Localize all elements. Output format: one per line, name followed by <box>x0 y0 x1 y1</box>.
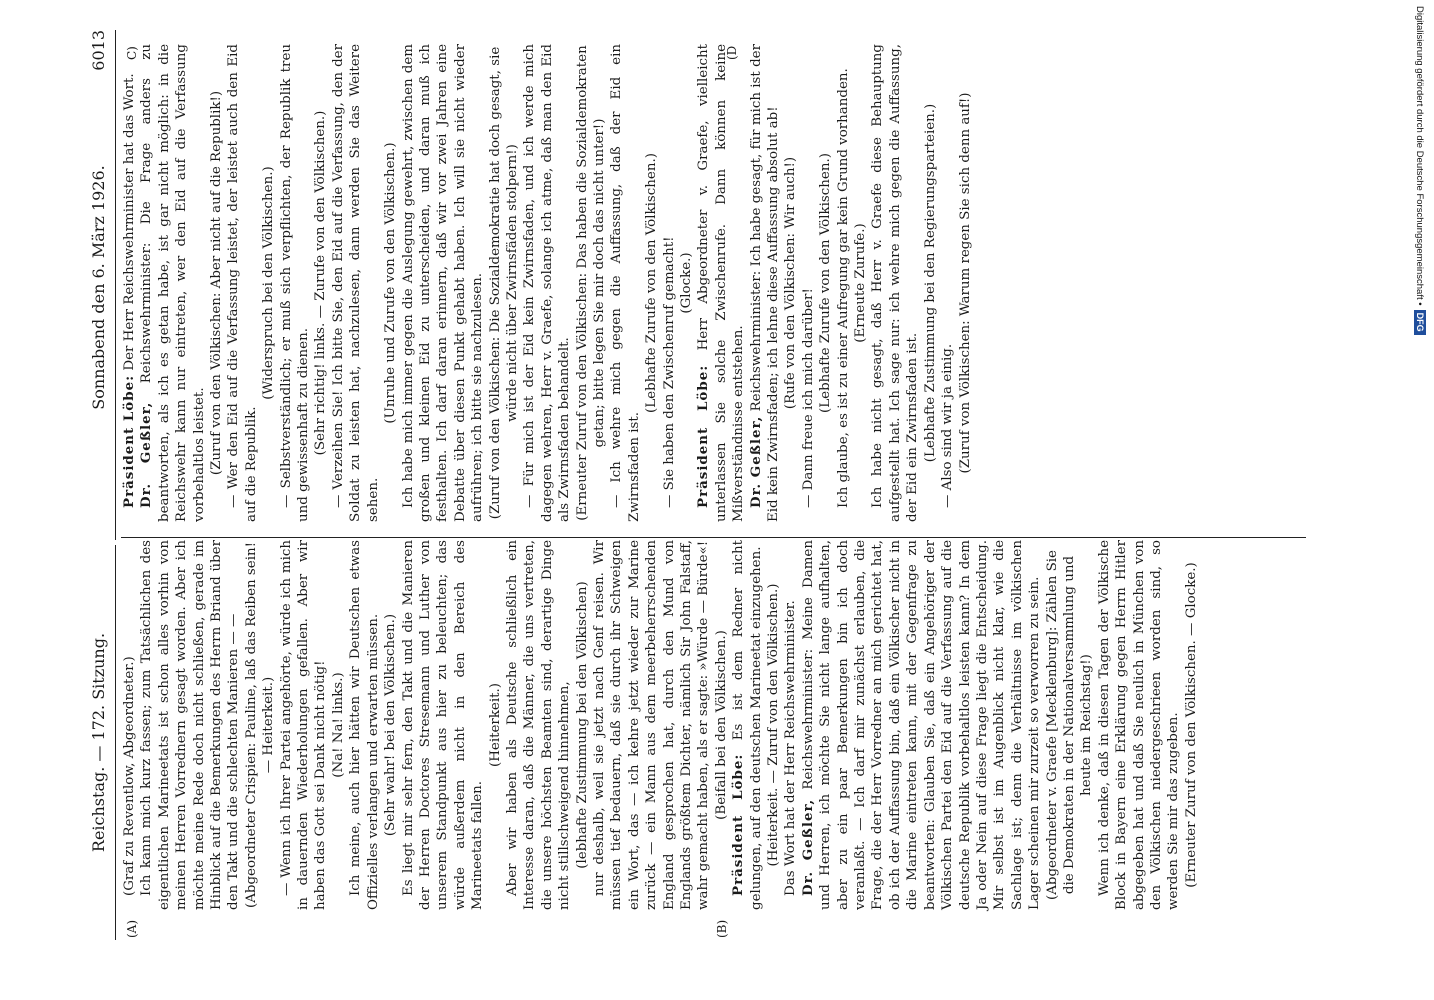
paragraph-text: (Heiterkeit. — Zuruf von den Völkischen.) <box>766 583 782 867</box>
paragraph-text: (Unruhe und Zurufe von den Völkischen.) <box>383 142 399 424</box>
speech-paragraph <box>278 44 313 522</box>
interjection-paragraph <box>382 540 399 910</box>
dfg-logo: DFG <box>1414 310 1426 335</box>
margin-mark-c: C) <box>125 46 139 60</box>
paragraph-text: — Wer den Eid auf die Verfassung leistet, der leistet auch den Eid auf die Republik. <box>226 44 259 522</box>
speech-paragraph <box>138 540 242 910</box>
paragraph-text: Reichswehrminister: Ich habe gesagt, für mich ist der Eid kein Zwirnsfaden; ich lehne diese Auffassung absolut ab! <box>748 44 782 522</box>
paragraph-text: Ich habe nicht gesagt, daß Herr v. Graefe diese Behauptung aufgestellt hat. Ich sage nur: ich wehre mich gegen die Auffassung, der Eid ein Zwirnsfaden ist. <box>870 44 921 522</box>
text-column-left <box>121 540 1200 910</box>
interjection-paragraph <box>643 44 660 522</box>
rotated-page-content <box>85 30 1315 940</box>
paragraph-text: Herr Abgeordneter v. Graefe, vielleicht unterlassen Sie solche Zwischenrufe. Dann können keine Mißverständnisse entstehen. <box>696 44 747 522</box>
speech-paragraph <box>800 44 817 522</box>
paragraph-text: (Sehr richtig! links. — Zurufe von den Völkischen.) <box>313 110 329 456</box>
speech-paragraph <box>1096 540 1183 910</box>
interjection-paragraph <box>574 540 591 910</box>
acknowledgement-strip <box>1412 6 1426 994</box>
header-rule-left <box>115 545 116 940</box>
speaker-name: Präsident Löbe: <box>695 364 712 508</box>
text-column-right <box>121 44 974 522</box>
interjection-paragraph <box>574 44 609 522</box>
paragraph-text: Ich kann mich kurz fassen; zum Tatsächlichen des eigentlichen Marineetats ist schon alles vorhin von meinen Herren Vorrednern gesagt worden. Aber ich möchte meine Rede doch nicht schließen, gerade im Hinblick auf die Bemerkungen des Herrn Briand über den Takt und die schlechten Manieren — — <box>139 540 242 910</box>
interjection-paragraph <box>782 44 799 522</box>
paragraph-text: — Dann freue ich mich darüber! <box>800 288 816 508</box>
speech-paragraph <box>939 44 956 522</box>
interjection-paragraph <box>713 540 730 910</box>
interjection-paragraph <box>765 540 782 910</box>
speech-paragraph <box>521 44 573 522</box>
paragraph-text: Ich meine, auch hier hätten wir Deutschen etwas Offizielles verlangen und erwarten müssen. <box>348 540 381 910</box>
running-header-right: Sonnabend den 6. März 1926. <box>89 165 108 410</box>
interjection-paragraph <box>382 44 399 522</box>
interjection-paragraph <box>208 44 225 522</box>
margin-mark-b: (B) <box>715 919 729 938</box>
paragraph-text: — Verzeihen Sie! Ich bitte Sie, den Eid auf die Verfassung, den der Soldat zu leisten hat, nachzulesen, dann werden Sie das Weitere sehen. <box>330 44 381 522</box>
speech-paragraph <box>400 540 487 910</box>
interjection-paragraph <box>243 540 278 910</box>
paragraph-text: (Na! Na! links.) <box>330 672 346 778</box>
interjection-paragraph <box>852 44 869 522</box>
paragraph-text: (Abgeordneter Crispien: Pauline, laß das Reiben sein! — Heiterkeit.) <box>243 541 277 909</box>
speech-paragraph <box>661 44 678 522</box>
paragraph-text: (Lebhafte Zustimmung bei den Regierungsparteien.) <box>922 103 938 463</box>
paragraph-text: (Glocke.) <box>679 252 694 314</box>
interjection-paragraph <box>487 44 522 522</box>
paragraph-text: (Erneuter Zuruf von den Völkischen. — Glocke.) <box>1183 562 1199 888</box>
paragraph-text: (Zuruf von Völkischen: Warum regen Sie sich denn auf!) <box>957 92 973 474</box>
speech-paragraph <box>400 44 487 522</box>
running-header-left: Reichstag. — 172. Sitzung. <box>89 632 108 853</box>
paragraph-text: nur deshalb, weil sie jetzt nach Genf reisen. Wir müssen tief bedauern, daß sie durch ihr Schweigen ein Wort, das — ich kehre jetzt wieder zur Marine zurück — ein Mann aus dem meerbeherrschenden England gesprochen hat, durch den Mund von Englands größtem Dichter, nämlich Sir John Falstaff, wahr gemacht haben, als er sagte: »Würde — Bürde«! <box>591 540 712 910</box>
header-rule-right <box>115 30 116 540</box>
paragraph-text: (Zuruf von den Völkischen: Aber nicht auf die Republik!) <box>209 90 225 476</box>
interjection-paragraph <box>817 44 834 522</box>
speech-paragraph <box>695 44 747 522</box>
speech-paragraph <box>504 540 574 910</box>
speech-paragraph <box>278 540 330 910</box>
page-number: 6013 <box>89 30 108 71</box>
speech-paragraph <box>330 44 382 522</box>
speech-paragraph <box>347 540 382 910</box>
paragraph-text: Reichswehrminister: Meine Damen und Herren, ich möchte Sie nicht lange aufhalten, aber zu ein paar Bemerkungen bin ich doch veranlaßt. — Ich darf mir zunächst erlauben, die Frage, die der Herr Vorredner an mich gerichtet hat, ob ich der Auffassung bin, daß ein Völkischer nicht in die Marine eintreten kann, mit der Gegenfrage zu beantworten: Glauben Sie, daß ein Angehöriger der Völkischen Partei den Eid auf die Verfassung auf die deutsche Republik vorbehaltlos leisten kann? In dem Ja oder Nein auf diese Frage liegt die Entscheidung. Mir selbst ist im Augenblick nicht klar, wie die Sachlage ist; denn die Verhältnisse im völkischen Lager scheinen mir zurzeit so verworren zu sein. <box>800 540 1043 910</box>
paragraph-text: — Ich wehre mich gegen die Auffassung, daß der Eid ein Zwirnsfaden ist. <box>609 44 642 522</box>
column-divider <box>121 537 1306 538</box>
interjection-paragraph <box>487 540 504 910</box>
paragraph-text: (Lebhafte Zurufe von den Völkischen.) <box>644 153 660 413</box>
paragraph-text: Reichswehrminister: Die Frage anders zu beantworten, als ich es getan habe, ist gar nicht möglich: in die Reichswehr kann nur eintreten, wer den Eid auf die Verfassung vorbehaltlos leistet. <box>139 44 207 522</box>
paragraph-text: Das Wort hat der Herr Reichswehrminister. <box>783 600 799 896</box>
paragraph-text: — Wenn ich Ihrer Partei angehörte, würde ich mich in dauernden Wiederholungen gefallen. Aber wir haben das Gott sei Dank nicht nötig! <box>278 540 329 910</box>
speech-paragraph <box>225 44 260 522</box>
interjection-paragraph <box>678 44 695 522</box>
paragraph-text: — Sie haben den Zwischenruf gemacht! <box>661 236 677 508</box>
paragraph-text: Aber wir haben als Deutsche schließlich ein Interesse daran, daß die Männer, die uns vertreten, die unsere höchsten Beamten sind, derartige Dinge nicht stillschweigend hinnehmen, <box>504 540 573 910</box>
speech-paragraph <box>121 540 138 910</box>
acknowledgement-text: Digitalisierung gefördert durch die Deutsche Forschungsgemeinschaft • <box>1414 6 1425 306</box>
paragraph-text: (lebhafte Zustimmung bei den Völkischen) <box>574 581 590 869</box>
speech-paragraph <box>608 44 643 522</box>
paragraph-text: Ich glaube, es ist zu einer Aufregung gar kein Grund vorhanden. <box>835 68 851 508</box>
speech-paragraph <box>748 44 783 522</box>
paragraph-text: Ich habe mich immer gegen die Auslegung gewehrt, zwischen dem großen und kleinen Eid zu unterscheiden, und daran muß ich festhalten. Ich darf daran erinnern, daß wir vor zwei Jahren eine Debatte über diesen Punkt gehabt haben. Ich will sie nicht wieder aufrühren; ich bitte sie nachzulesen. <box>400 44 486 522</box>
paragraph-text: (Heiterkeit.) <box>487 683 503 767</box>
speech-paragraph <box>835 44 852 522</box>
interjection-paragraph <box>312 44 329 522</box>
margin-mark-a: (A) <box>125 919 139 938</box>
paragraph-text: (Graf zu Reventlow, Abgeordneter.) <box>122 656 137 896</box>
margin-mark-d: (D <box>725 45 739 60</box>
speaker-name: Dr. Geßler, <box>799 798 816 896</box>
paragraph-text: Es liegt mir sehr fern, den Takt und die Manieren der Herren Doctores Stresemann und Luther von unserem Standpunkt aus hier zu beleuchten; das würde außerdem nicht in den Bereich des Marineetats fallen. <box>400 540 486 910</box>
speaker-name: Präsident Löbe: <box>121 374 137 508</box>
paragraph-text: (Lebhafte Zurufe von den Völkischen.) <box>818 153 834 413</box>
paragraph-text: Es ist dem Redner nicht gelungen, auf den deutschen Marineetat einzugehen. <box>731 540 764 910</box>
speech-paragraph <box>782 540 799 910</box>
paragraph-text: (Abgeordneter v. Graefe [Mecklenburg]: Zählen Sie die Demokraten in der Nationalversammlung und heute im Reichstag!) <box>1044 550 1095 900</box>
speaker-name: Dr. Geßler, <box>747 415 764 508</box>
interjection-paragraph <box>1183 540 1200 910</box>
interjection-paragraph <box>922 44 939 522</box>
paragraph-text: — Selbstverständlich; er muß sich verpflichten, der Republik treu und gewissenhaft zu dienen. <box>278 44 312 522</box>
paragraph-text: (Erneute Zurufe.) <box>853 223 869 343</box>
speech-paragraph <box>591 540 713 910</box>
paragraph-text: (Zuruf von den Völkischen: Die Sozialdemokratie hat doch gesagt, sie würde nicht über Zwirnsfäden stolpern!) <box>487 46 520 520</box>
interjection-paragraph <box>957 44 974 522</box>
speech-paragraph <box>138 44 208 522</box>
interjection-paragraph <box>1044 540 1096 910</box>
interjection-paragraph <box>330 540 347 910</box>
paragraph-text: (Beifall bei den Völkischen.) <box>713 630 729 820</box>
paragraph-text: Der Herr Reichswehrminister hat das Wort. <box>122 73 137 375</box>
paragraph-text: — Also sind wir ja einig. <box>940 343 956 508</box>
paragraph-text: (Erneuter Zuruf von den Völkischen: Das haben die Sozialdemokraten getan; bitte legen Sie mir doch das nicht unter!) <box>574 45 607 521</box>
speaker-name: Präsident Löbe: <box>730 753 747 896</box>
paragraph-text: Wenn ich denke, daß in diesen Tagen der Völkische Block in Bayern eine Erklärung gegen Herrn Hitler abgegeben hat und daß Sie neulich in München von den Völkischen niedergeschrieen worden sind, so werden Sie mir das zugeben. <box>1096 540 1182 910</box>
speech-paragraph <box>121 44 138 522</box>
paragraph-text: (Sehr wahr! bei den Völkischen.) <box>383 613 399 837</box>
speech-paragraph <box>730 540 765 910</box>
interjection-paragraph <box>260 44 277 522</box>
speech-paragraph <box>869 44 921 522</box>
speech-paragraph <box>800 540 1044 910</box>
paragraph-text: (Rufe von den Völkischen: Wir auch!) <box>783 156 799 410</box>
paragraph-text: — Für mich ist der Eid kein Zwirnsfaden, und ich werde mich dagegen wehren, Herr v. Graefe, solange ich atme, daß man den Eid als Zwirnsfaden behandelt. <box>522 44 573 522</box>
paragraph-text: (Widerspruch bei den Völkischen.) <box>261 166 277 400</box>
speaker-name: Dr. Geßler, <box>138 401 155 508</box>
